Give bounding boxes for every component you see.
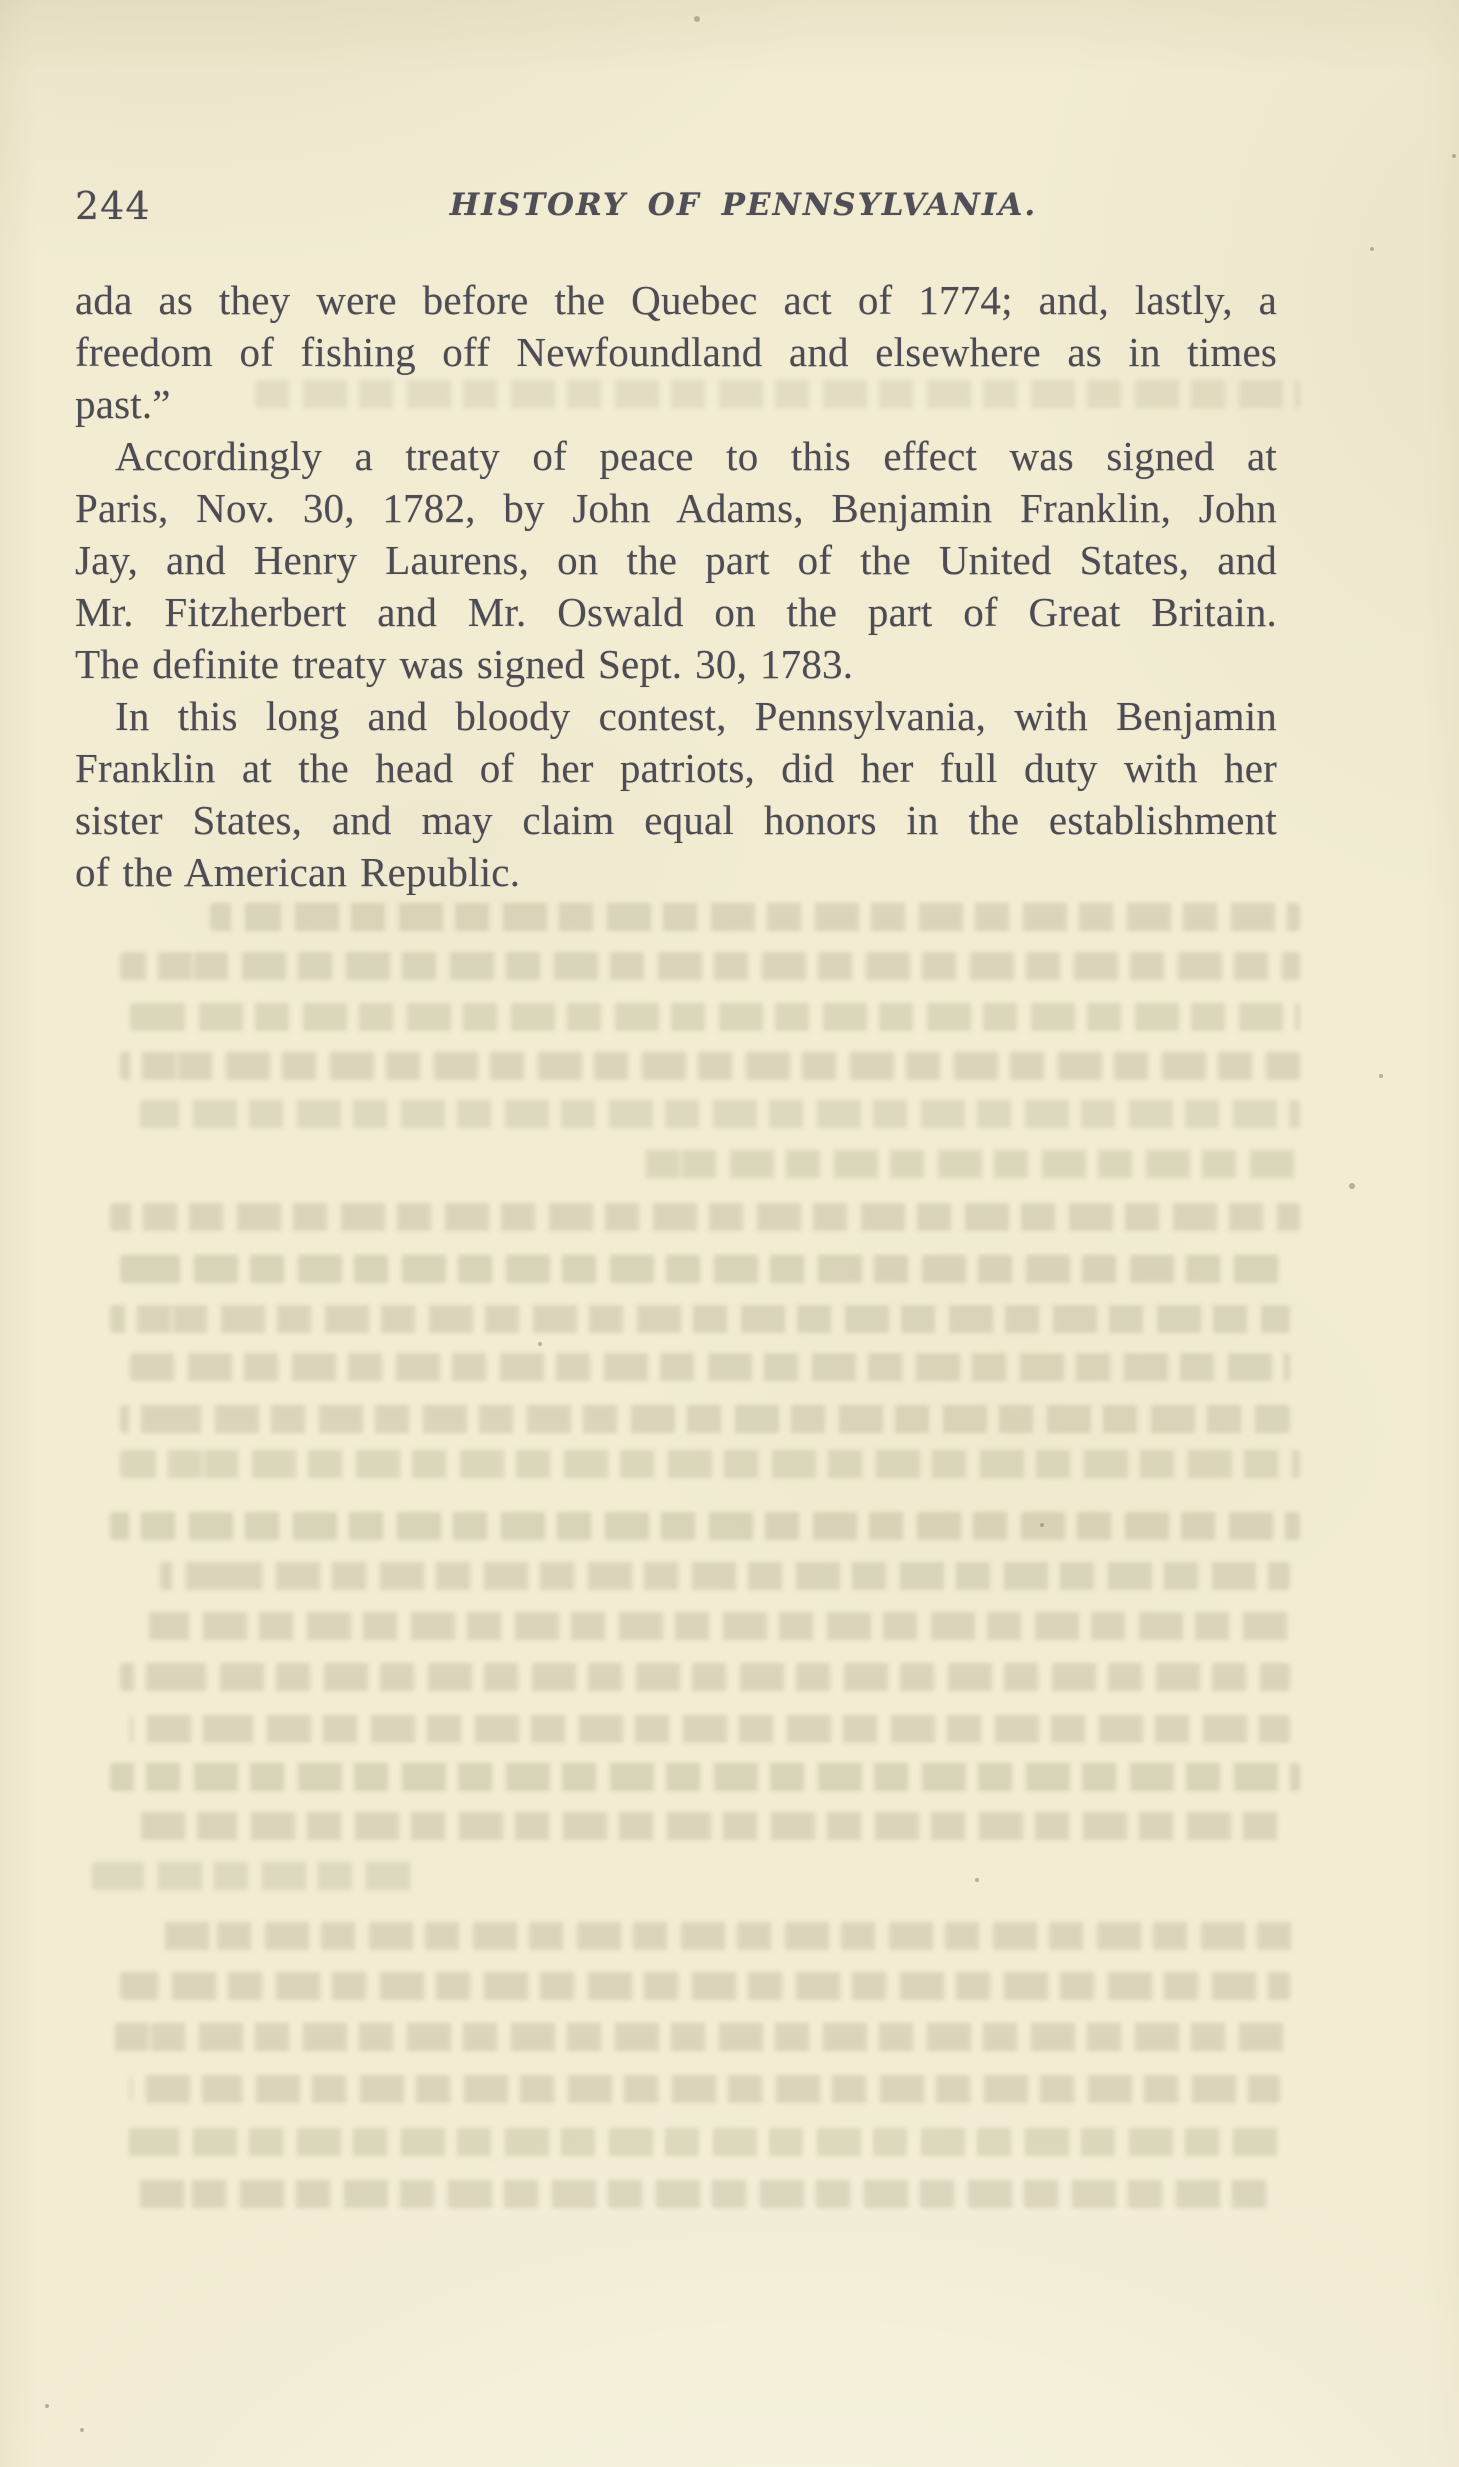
text-line: Paris, Nov. 30, 1782, by John Adams, Benjamin Franklin, John <box>75 485 1277 531</box>
show-through-line <box>110 1763 1300 1791</box>
page-number: 244 <box>75 184 151 228</box>
show-through-line <box>110 2023 1290 2051</box>
ink-speck <box>1379 1074 1383 1078</box>
ink-speck <box>1040 1523 1044 1527</box>
text-line: sister States, and may claim equal honors in the establishment <box>75 797 1277 843</box>
show-through-line <box>130 1003 1300 1031</box>
text-line: The definite treaty was signed Sept. 30, 1783. <box>75 641 854 687</box>
show-through-line <box>140 1100 1300 1128</box>
show-through-line <box>120 1663 1290 1691</box>
show-through-line <box>130 2180 1270 2208</box>
show-through-line <box>210 903 1300 931</box>
text-line: freedom of fishing off Newfoundland and elsewhere as in times <box>75 329 1277 375</box>
ink-speck <box>1370 247 1374 251</box>
show-through-line <box>130 1353 1290 1381</box>
running-head-row <box>0 184 1459 234</box>
show-through-line <box>140 1612 1290 1640</box>
ink-speck <box>694 16 700 22</box>
show-through-line <box>120 952 1300 980</box>
show-through-line <box>120 1052 1300 1080</box>
ink-speck <box>975 1878 979 1882</box>
running-header: HISTORY OF PENNSYLVANIA. <box>449 187 1038 223</box>
show-through-line <box>120 1972 1290 2000</box>
ink-speck <box>45 2404 49 2408</box>
text-block <box>75 274 1277 898</box>
show-through-line <box>160 1562 1290 1590</box>
ink-speck <box>1452 154 1456 158</box>
show-through-line <box>120 2128 1280 2156</box>
ink-speck <box>80 2428 84 2432</box>
show-through-line <box>130 1715 1290 1743</box>
text-line: past.” <box>75 381 171 427</box>
ink-speck <box>538 1342 542 1346</box>
text-line: Franklin at the head of her patriots, did her full duty with her <box>75 745 1277 791</box>
show-through-line <box>120 1255 1290 1283</box>
text-line: In this long and bloody contest, Pennsylvania, with Benjamin <box>115 693 1277 739</box>
show-through-line <box>160 1922 1300 1950</box>
show-through-line <box>110 1203 1300 1231</box>
show-through-line <box>110 1512 1300 1540</box>
show-through-line <box>130 1812 1280 1840</box>
show-through-line <box>640 1150 1300 1178</box>
text-line: Accordingly a treaty of peace to this effect was signed at <box>115 433 1277 479</box>
show-through-line <box>130 2075 1280 2103</box>
show-through-line <box>120 1405 1290 1433</box>
show-through-line <box>110 1305 1290 1333</box>
text-line: ada as they were before the Quebec act of 1774; and, lastly, a <box>75 277 1277 323</box>
ink-speck <box>1349 1183 1355 1189</box>
text-line: Mr. Fitzherbert and Mr. Oswald on the part of Great Britain. <box>75 589 1277 635</box>
text-line: of the American Republic. <box>75 849 521 895</box>
text-line: Jay, and Henry Laurens, on the part of the United States, and <box>75 537 1277 583</box>
show-through-line <box>120 1450 1300 1478</box>
show-through-line <box>90 1862 420 1890</box>
